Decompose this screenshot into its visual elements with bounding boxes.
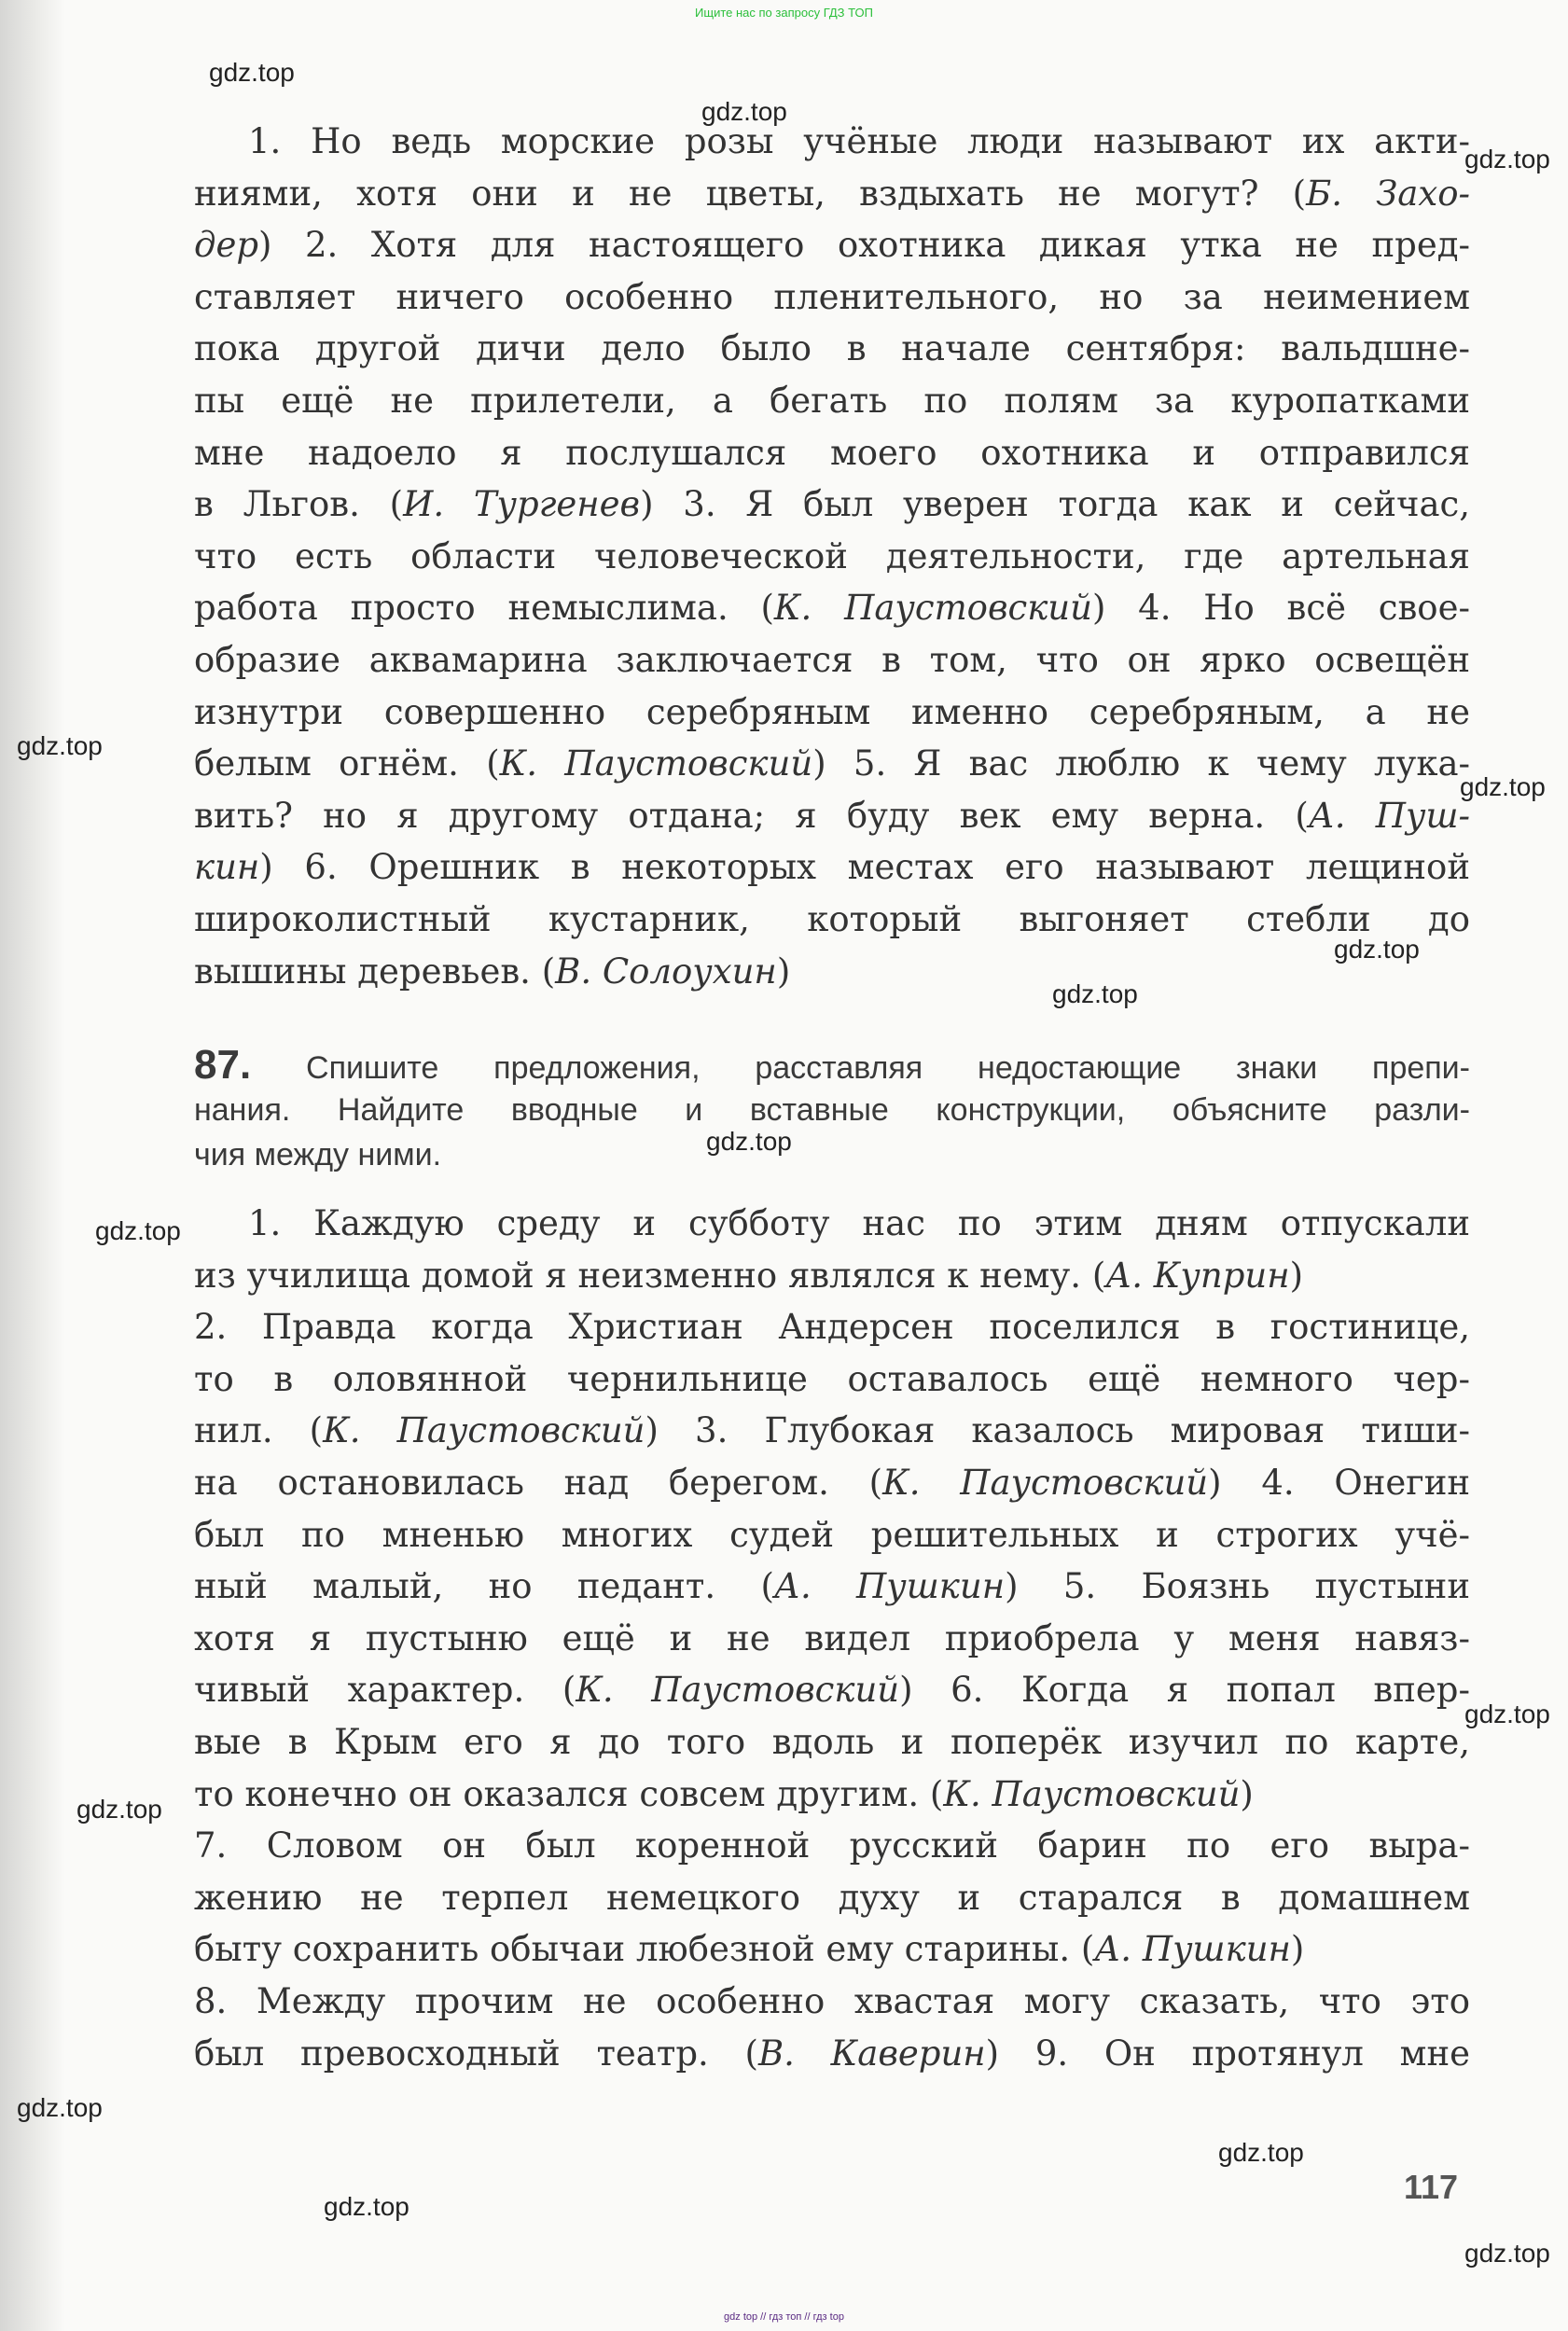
sentence-text: 8. Между прочим не особенно хвастая могу сказать, что это: [194, 1980, 1470, 2021]
sentence-text: что есть области человеческой деятельности, где артельная: [194, 535, 1470, 576]
text-line: [194, 1976, 1470, 2028]
watermark: gdz.top: [95, 1216, 181, 1245]
exercise-number: 87.: [194, 1042, 252, 1088]
sentence-text: вить? но я другому отдана; я буду век ему верна. (: [194, 795, 1309, 836]
sentence-text: ) 6. Когда я попал впер-: [899, 1670, 1470, 1711]
sentence-text: ) 4. Но всё свое-: [1091, 588, 1470, 629]
sentence-text: ) 4. Онегин: [1208, 1462, 1471, 1503]
exercise-87-task: [194, 1043, 1470, 1177]
text-line: [194, 1250, 1470, 1302]
text-line: [194, 1509, 1470, 1561]
text-line: [194, 219, 1470, 271]
text-line: [194, 1820, 1470, 1872]
author-citation: Б. Захо-: [1306, 173, 1471, 214]
text-line: [194, 1664, 1470, 1716]
watermark: gdz.top: [1334, 935, 1420, 964]
watermark: gdz.top: [1460, 772, 1546, 801]
watermark: gdz.top: [701, 97, 787, 126]
text-line: [194, 687, 1470, 739]
text-line: [194, 1613, 1470, 1665]
text-line: [194, 894, 1470, 946]
sentence-text: ) 2. Хотя для настоящего охотника дикая утка не пред-: [258, 225, 1470, 266]
sentence-text: ный малый, но педант. (: [194, 1566, 774, 1607]
task-text: нания. Найдите вводные и вставные конструкции, объясните разли-: [194, 1092, 1470, 1128]
sentence-text: пока другой дичи дело было в начале сентября: вальдшне-: [194, 328, 1470, 369]
watermark: gdz.top: [324, 2192, 409, 2221]
text-line: [194, 1457, 1470, 1509]
sentence-text: ): [1289, 1255, 1304, 1296]
task-line: [194, 1043, 1470, 1088]
text-line: [194, 634, 1470, 687]
page-number: 117: [1404, 2168, 1459, 2206]
sentence-text: вые в Крым его я до того вдоль и поперёк изучил по карте,: [194, 1721, 1470, 1762]
watermark: gdz.top: [1464, 1700, 1550, 1728]
text-line: [194, 1561, 1470, 1613]
sentence-text: ) 3. Я был уверен тогда как и сейчас,: [640, 484, 1471, 525]
task-text: Спишите предложения, расставляя недостающие знаки препи-: [251, 1050, 1470, 1086]
text-line: [194, 1353, 1470, 1406]
text-line: [194, 531, 1470, 583]
sentence-text: быту сохранить обычаи любезной ему старины. (: [194, 1929, 1095, 1970]
watermark: gdz.top: [17, 731, 103, 760]
author-citation: К. Паустовский: [773, 588, 1092, 629]
author-citation: К. Паустовский: [943, 1773, 1241, 1814]
text-line: [194, 1198, 1470, 1250]
watermark: gdz.top: [1464, 145, 1550, 173]
author-citation: А. Пушкин: [1094, 1929, 1291, 1970]
sentence-text: образие аквамарина заключается в том, что он ярко освещён: [194, 639, 1470, 680]
text-line: [194, 1405, 1470, 1457]
task-text: чия между ними.: [194, 1137, 442, 1172]
text-line: [194, 582, 1470, 634]
footer-links: gdz top // гдз топ // гдз top: [724, 2311, 844, 2323]
page-spine-shadow: [0, 0, 65, 2331]
text-line: [194, 375, 1470, 427]
sentence-text: на остановилась над берегом. (: [194, 1462, 883, 1503]
sentence-text: был превосходный театр. (: [194, 2033, 758, 2074]
author-citation: А. Пуш-: [1308, 795, 1471, 836]
author-citation: А. Пушкин: [773, 1566, 1006, 1607]
task-line: [194, 1088, 1470, 1132]
author-citation: В. Каверин: [757, 2033, 986, 2074]
sentence-text: ): [1240, 1773, 1254, 1814]
sentence-text: ) 5. Боязнь пустыни: [1005, 1566, 1470, 1607]
author-citation: К. Паустовский: [323, 1410, 645, 1451]
exercise-87-text: [194, 1198, 1470, 2079]
sentence-text: ) 9. Он протянул мне: [985, 2033, 1470, 2074]
watermark: gdz.top: [1052, 979, 1138, 1008]
sentence-text: вышины деревьев. (: [194, 950, 556, 992]
sentence-text: мне надоело я послушался моего охотника и отправился: [194, 432, 1470, 473]
watermark: gdz.top: [1218, 2138, 1304, 2167]
sentence-text: изнутри совершенно серебряным именно серебряным, а не: [194, 691, 1470, 732]
watermark: gdz.top: [17, 2093, 103, 2122]
sentence-text: работа просто немыслима. (: [194, 588, 774, 629]
sentence-text: хотя я пустыню ещё и не видел приобрела у меня навяз-: [194, 1617, 1470, 1658]
sentence-text: широколистный кустарник, который выгоняет стебли до: [194, 898, 1470, 939]
sentence-text: ) 3. Глубокая казалось мировая тиши-: [645, 1410, 1470, 1451]
exercise-86-text: [194, 116, 1470, 997]
text-line: [194, 841, 1470, 894]
sentence-text: ) 6. Орешник в некоторых местах его называют лещиной: [259, 847, 1470, 888]
text-line: [194, 427, 1470, 479]
author-citation: кин: [194, 847, 260, 888]
sentence-text: нил. (: [194, 1410, 324, 1451]
sentence-text: пы ещё не прилетели, а бегать по полям за куропатками: [194, 380, 1470, 421]
text-line: [194, 479, 1470, 531]
watermark: gdz.top: [76, 1795, 162, 1824]
text-line: [194, 1769, 1470, 1821]
watermark: gdz.top: [209, 58, 295, 87]
sentence-text: ниями, хотя они и не цветы, вздыхать не могут? (: [194, 173, 1307, 214]
author-citation: К. Паустовский: [576, 1670, 900, 1711]
sentence-text: белым огнём. (: [194, 743, 500, 784]
sentence-text: ) 5. Я вас люблю к чему лука-: [812, 743, 1471, 784]
sentence-text: был по мненью многих судей решительных и строгих учё-: [194, 1514, 1470, 1555]
sentence-text: в Льгов. (: [194, 484, 404, 525]
text-line: [194, 738, 1470, 790]
text-line: [194, 1872, 1470, 1924]
task-line: [194, 1132, 1470, 1177]
sentence-text: 1. Но ведь морские розы учёные люди называют их акти-: [248, 121, 1470, 161]
sentence-text: ): [1290, 1929, 1305, 1970]
sentence-text: из училища домой я неизменно являлся к нему. (: [194, 1255, 1106, 1296]
author-citation: дер: [194, 225, 259, 266]
author-citation: К. Паустовский: [882, 1462, 1209, 1503]
text-line: [194, 2028, 1470, 2080]
text-line: [194, 271, 1470, 324]
text-line: [194, 168, 1470, 220]
sentence-text: ): [776, 950, 791, 992]
sentence-text: жению не терпел немецкого духу и старался в домашнем: [194, 1877, 1470, 1918]
text-line: [194, 323, 1470, 375]
sentence-text: то конечно он оказался совсем другим. (: [194, 1773, 944, 1814]
top-banner: Ищите нас по запросу ГДЗ ТОП: [695, 6, 873, 20]
author-citation: А. Куприн: [1105, 1255, 1290, 1296]
sentence-text: 2. Правда когда Христиан Андерсен поселился в гостинице,: [194, 1307, 1470, 1348]
sentence-text: то в оловянной чернильнице оставалось ещё немного чер-: [194, 1358, 1470, 1399]
watermark: gdz.top: [1464, 2239, 1550, 2268]
watermark: gdz.top: [706, 1127, 792, 1156]
text-line: [194, 790, 1470, 842]
text-line: [194, 1716, 1470, 1769]
author-citation: К. Паустовский: [499, 743, 813, 784]
sentence-text: 7. Словом он был коренной русский барин по его выра-: [194, 1825, 1470, 1866]
author-citation: И. Тургенев: [403, 484, 641, 525]
sentence-text: чивый характер. (: [194, 1670, 576, 1711]
text-line: [194, 1923, 1470, 1976]
sentence-text: ставляет ничего особенно пленительного, но за неимением: [194, 276, 1470, 317]
author-citation: В. Солоухин: [555, 950, 777, 992]
text-line: [194, 946, 1470, 998]
text-line: [194, 1301, 1470, 1353]
text-line: [194, 116, 1470, 168]
sentence-text: 1. Каждую среду и субботу нас по этим дням отпускали: [248, 1203, 1470, 1243]
